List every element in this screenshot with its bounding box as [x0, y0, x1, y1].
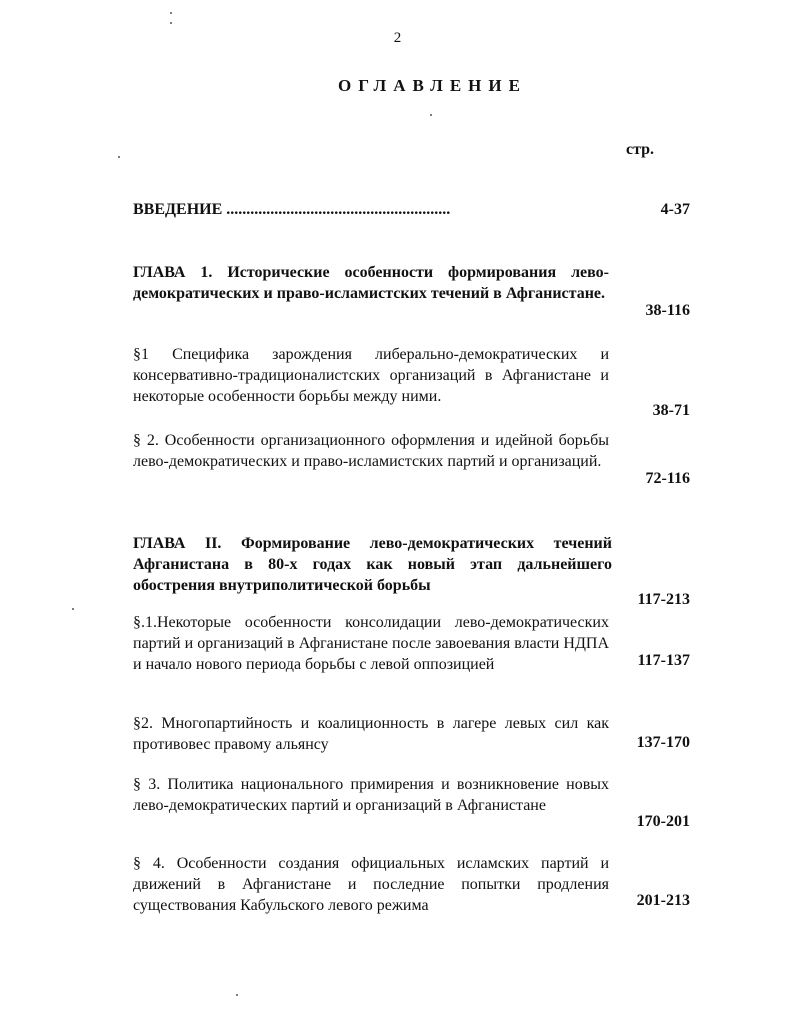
toc-section-2-3: § 3. Политика национального примирения и возникновение новых лево-демократических партий и организаций в Афганистане — [133, 776, 609, 814]
toc-section-1-2: § 2. Особенности организационного оформления и идейной борьбы лево-демократических и право-исламистских партий и организаций. — [133, 432, 609, 470]
scan-speck — [72, 608, 74, 610]
toc-pages-introduction: 4-37 — [660, 201, 690, 218]
toc-chapter-1-heading: ГЛАВА 1. Исторические особенности формирования лево-демократических и право-исламистских течений в Афганистане. — [133, 264, 609, 302]
scan-speck — [430, 114, 432, 116]
toc-pages-chapter-2: 117-213 — [637, 591, 690, 608]
toc-section-2-2: §2. Многопартийность и коалиционность в лагере левых сил как противовес правому альянсу — [133, 715, 609, 753]
toc-section-2-1: §.1.Некоторые особенности консолидации лево-демократических партий и организаций в Афганистане после завоевания власти НДПА и начало нового периода борьбы с левой оппозицией — [133, 614, 609, 673]
toc-chapter-2-heading: ГЛАВА II. Формирование лево-демократических течений Афганистана в 80-х годах как новый этап дальнейшего обострения внутриполитической борьбы — [133, 535, 612, 594]
scan-speck — [118, 156, 120, 158]
pages-column-header: стр. — [626, 141, 655, 158]
toc-pages-section-2-2: 137-170 — [636, 734, 690, 751]
scan-speck — [236, 994, 238, 996]
toc-entry-introduction: ВВЕДЕНИЕ ........................................................ — [133, 201, 451, 218]
scan-speck — [170, 12, 172, 14]
scan-speck — [170, 22, 172, 24]
toc-pages-section-2-3: 170-201 — [636, 813, 690, 830]
toc-pages-section-1-1: 38-71 — [652, 402, 690, 419]
toc-section-1-1: §1 Специфика зарождения либерально-демократических и консервативно-традиционалистских организаций в Афганистане и некоторые особенности борьбы между ними. — [133, 346, 609, 405]
toc-pages-chapter-1: 38-116 — [645, 302, 690, 319]
page-number: 2 — [393, 30, 402, 46]
toc-pages-section-2-4: 201-213 — [636, 892, 690, 909]
toc-pages-section-2-1: 117-137 — [637, 652, 690, 669]
page-title: ОГЛАВЛЕНИЕ — [338, 76, 527, 95]
toc-section-2-4: § 4. Особенности создания официальных исламских партий и движений в Афганистане и последние попытки продления существования Кабульского левого режима — [133, 855, 609, 914]
toc-pages-section-1-2: 72-116 — [645, 470, 690, 487]
